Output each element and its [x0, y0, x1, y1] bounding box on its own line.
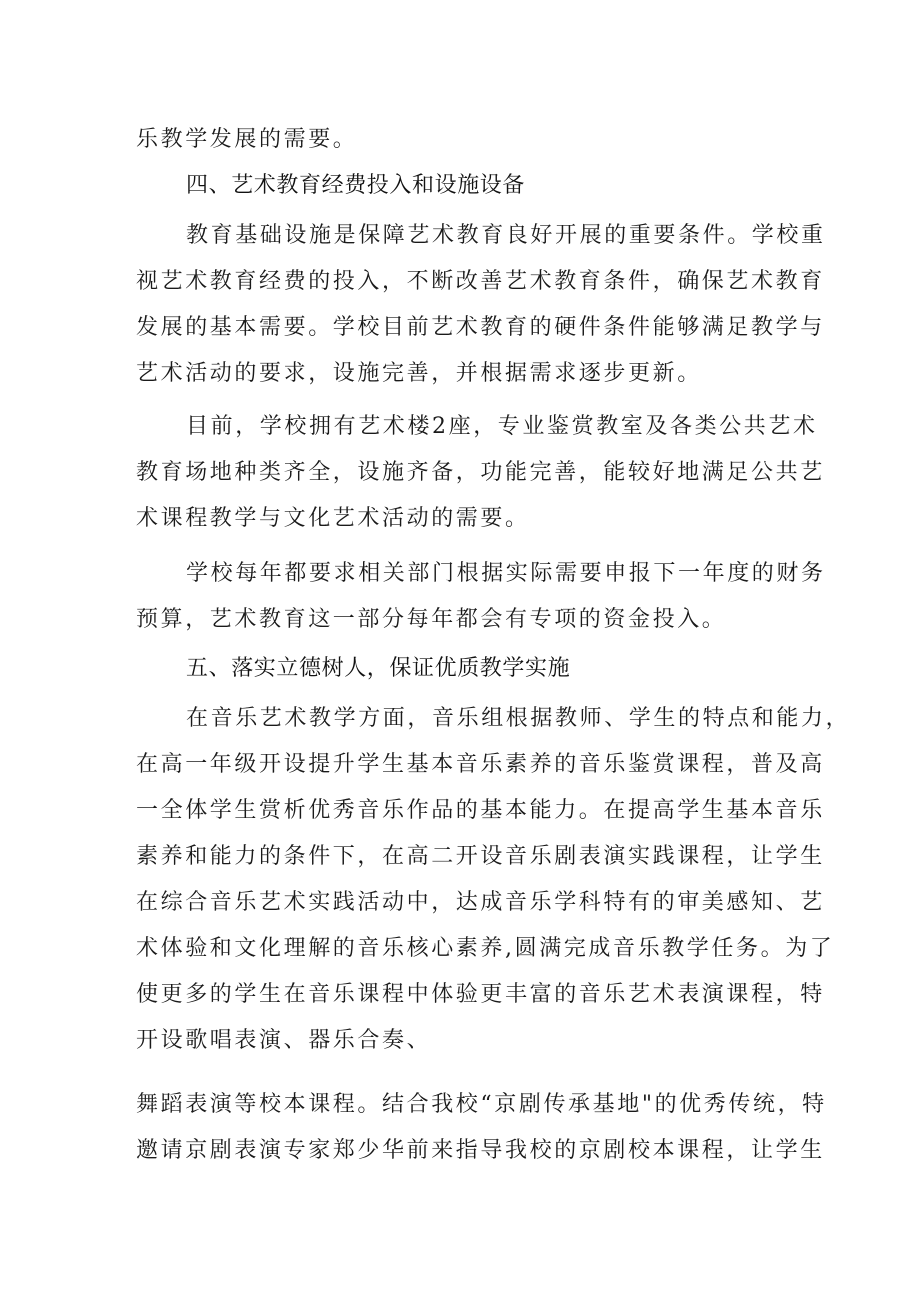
paragraph-line: 在音乐艺术教学方面，音乐组根据教师、学生的特点和能力，: [186, 706, 851, 731]
section-heading-5: 五、落实立德树人，保证优质教学实施: [186, 656, 571, 681]
paragraph-line: 教育场地种类齐全，设施齐备，功能完善，能较好地满足公共艺: [136, 460, 825, 485]
paragraph-line: 在综合音乐艺术实践活动中，达成音乐学科特有的审美感知、艺: [136, 890, 825, 915]
paragraph-line: 素养和能力的条件下，在高二开设音乐剧表演实践课程，让学生: [136, 844, 825, 869]
paragraph-line: 术课程教学与文化艺术活动的需要。: [136, 506, 530, 531]
paragraph-line: 开设歌唱表演、器乐合奏、: [136, 1028, 432, 1053]
paragraph-line: 一全体学生赏析优秀音乐作品的基本能力。在提高学生基本音乐: [136, 798, 825, 823]
paragraph-line: 使更多的学生在音乐课程中体验更丰富的音乐艺术表演课程，特: [136, 982, 825, 1007]
paragraph-line: 发展的基本需要。学校目前艺术教育的硬件条件能够满足教学与: [136, 315, 825, 340]
section-heading-4: 四、艺术教育经费投入和设施设备: [186, 173, 526, 198]
paragraph-line: 目前，学校拥有艺术楼2座，专业鉴赏教室及各类公共艺术: [186, 414, 818, 439]
paragraph-line: 术体验和文化理解的音乐核心素养,圆满完成音乐教学任务。为了: [136, 936, 835, 961]
paragraph-line: 邀请京剧表演专家郑少华前来指导我校的京剧校本课程，让学生: [136, 1138, 825, 1163]
paragraph-line: 视艺术教育经费的投入，不断改善艺术教育条件，确保艺术教育: [136, 269, 825, 294]
paragraph-line: 艺术活动的要求，设施完善，并根据需求逐步更新。: [136, 361, 702, 386]
paragraph-line: 预算，艺术教育这一部分每年都会有专项的资金投入。: [136, 607, 727, 632]
paragraph-line: 乐教学发展的需要。: [136, 127, 358, 152]
paragraph-line: 学校每年都要求相关部门根据实际需要申报下一年度的财务: [186, 561, 826, 586]
paragraph-line: 舞蹈表演等校本课程。结合我校“京剧传承基地"的优秀传统，特: [136, 1092, 827, 1117]
paragraph-line: 教育基础设施是保障艺术教育良好开展的重要条件。学校重: [186, 223, 826, 248]
paragraph-line: 在高一年级开设提升学生基本音乐素养的音乐鉴赏课程，普及高: [136, 752, 825, 777]
